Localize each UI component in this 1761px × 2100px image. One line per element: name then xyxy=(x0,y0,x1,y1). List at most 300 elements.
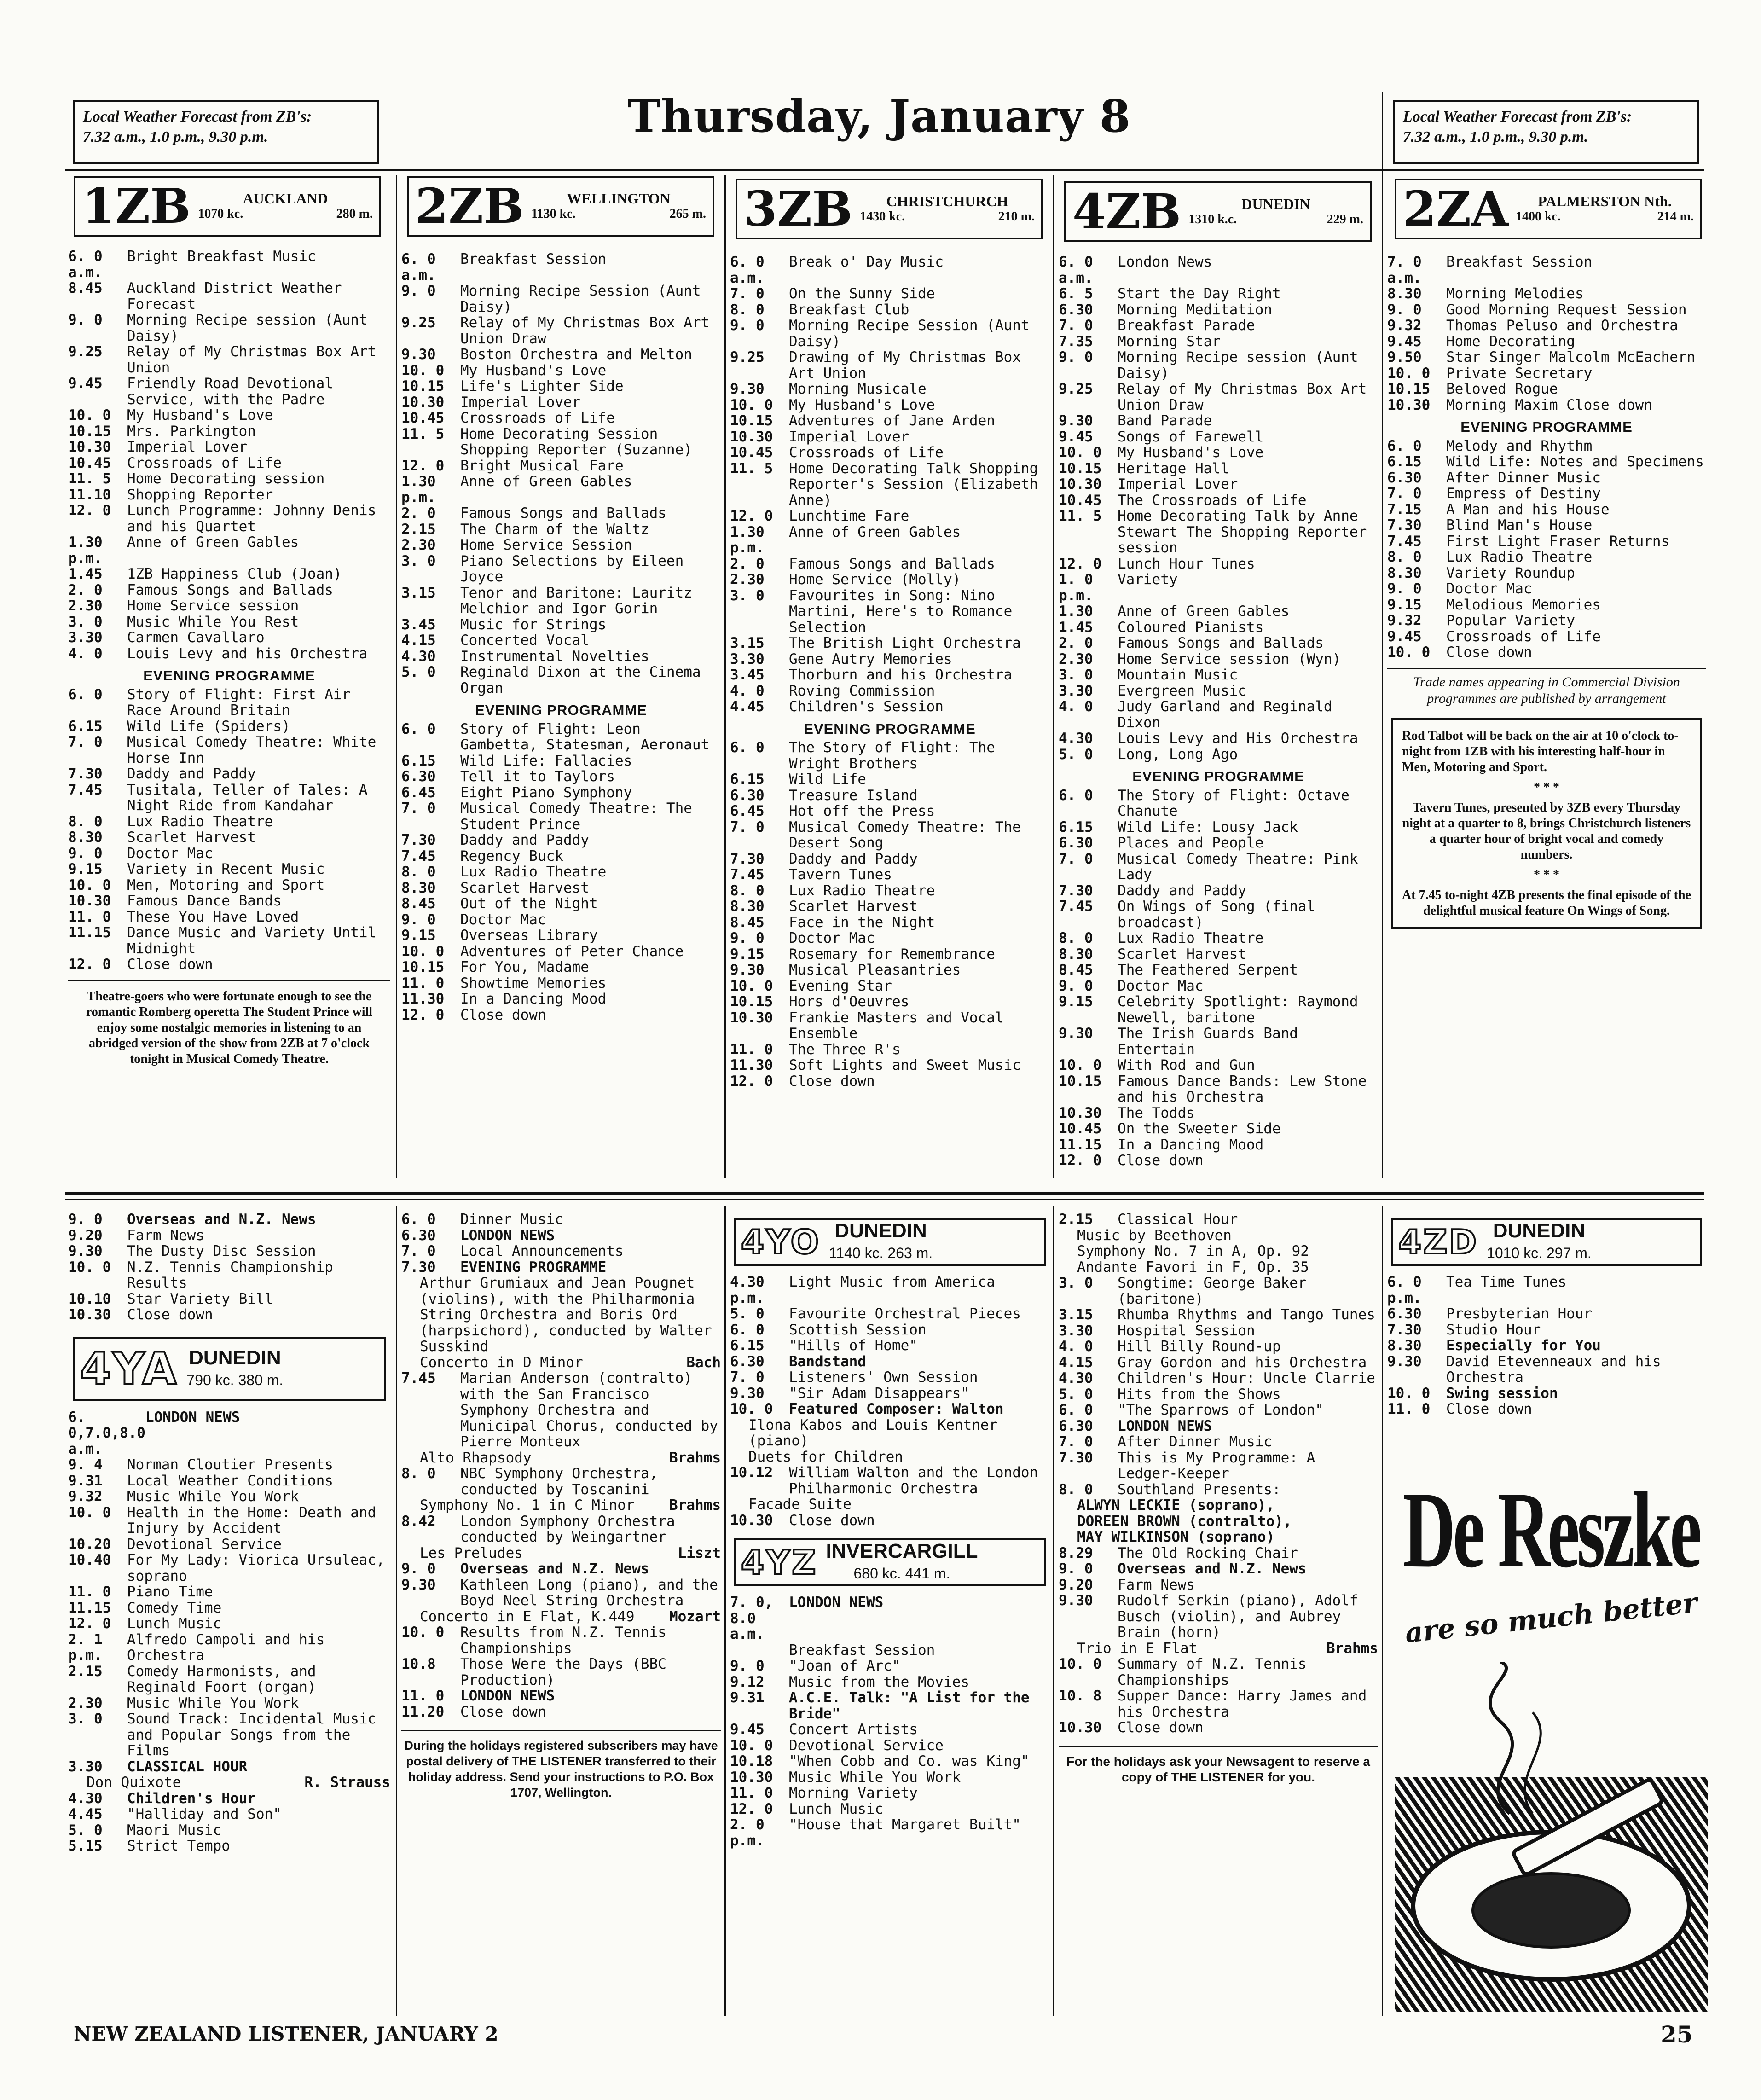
item-time: 9.15 xyxy=(1387,596,1422,613)
item-time: 9.45 xyxy=(1387,333,1422,350)
station-city: DUNEDIN xyxy=(189,1346,281,1369)
item-time: 9. 0 xyxy=(1387,580,1422,597)
item-time: 11.20 xyxy=(401,1703,445,1720)
item-time: 5. 0 xyxy=(401,664,436,680)
list-item xyxy=(1387,597,1706,613)
item-time: 1.30 p.m. xyxy=(401,473,436,506)
item-title: Judy Garland and Reginald Dixon xyxy=(1118,698,1332,731)
item-time: 10. 0 xyxy=(1387,1385,1431,1402)
item-title: Maori Music xyxy=(127,1822,222,1839)
list-item xyxy=(1059,731,1378,747)
list-item xyxy=(68,614,390,630)
item-time: 9. 0 xyxy=(68,312,103,328)
list-item xyxy=(1059,349,1378,381)
item-title: Melody and Rhythm xyxy=(1446,437,1593,454)
item-time: 12. 0 xyxy=(730,1800,773,1817)
item-time: 3.15 xyxy=(1059,1306,1093,1323)
schedule-3zb xyxy=(730,254,1049,1089)
item-time: 9. 0 xyxy=(68,1211,103,1228)
section-rule xyxy=(65,1192,1704,1195)
evening-heading: EVENING PROGRAMME xyxy=(804,720,976,737)
list-evening xyxy=(1059,788,1378,1169)
item-title: My Husband's Love xyxy=(789,396,935,413)
item-title: Friendly Road Devotional Service, with the Padre xyxy=(127,375,333,408)
column-divider xyxy=(1382,1206,1383,2016)
list-item xyxy=(1387,1306,1706,1322)
de-reszke-ad xyxy=(1395,1464,1708,2012)
item-time: 4.30 xyxy=(68,1790,103,1807)
item-time: 10.45 xyxy=(730,444,773,461)
list-item xyxy=(730,302,1049,318)
list-day xyxy=(401,251,721,696)
item-title: Home Decorating xyxy=(1446,333,1575,350)
item-time: 3. 0 xyxy=(1059,667,1093,683)
item-title: My Husband's Love xyxy=(1118,444,1264,461)
item-title: "Sir Adam Disappears" xyxy=(789,1385,969,1402)
list-item xyxy=(401,251,721,283)
station-freq: 1010 kc. 297 m. xyxy=(1487,1245,1592,1261)
item-title: Hospital Session xyxy=(1118,1322,1255,1339)
item-time: 8. 0 xyxy=(1387,549,1422,565)
item-time: 10. 0 xyxy=(68,1504,111,1521)
item-title: Private Secretary xyxy=(1446,365,1593,382)
performer-text: Arthur Grumiaux and Jean Pougnet (violins), with the Philharmonia String Orchestra and Boris Ord (harpsichord), conducted by Walter Susskind xyxy=(420,1275,712,1355)
item-time: 10.30 xyxy=(730,1512,773,1529)
item-title: Famous Songs and Ballads xyxy=(460,505,666,522)
item-title: Local Announcements xyxy=(460,1243,624,1259)
item-title: Daddy and Paddy xyxy=(789,850,918,867)
item-title: Home Service session (Wyn) xyxy=(1118,650,1341,667)
list-item xyxy=(730,461,1049,509)
item-time: 9.25 xyxy=(730,349,765,365)
item-time: 11. 5 xyxy=(1059,508,1102,524)
item-title: This is My Programme: A Ledger-Keeper xyxy=(1118,1449,1315,1482)
list-item xyxy=(1387,1338,1706,1354)
item-time: 9. 0 xyxy=(730,1658,765,1674)
sub-line: Andante Favori in F, Op. 35 xyxy=(1077,1259,1309,1276)
item-time: 9.15 xyxy=(730,946,765,963)
item-title: "Halliday and Son" xyxy=(127,1806,282,1822)
list-item xyxy=(68,1584,390,1600)
item-time: 7.30 xyxy=(1387,517,1422,534)
list-item xyxy=(68,830,390,846)
item-title: Relay of My Christmas Box Art Union xyxy=(127,343,377,376)
item-title: Drawing of My Christmas Box Art Union xyxy=(789,349,1021,382)
item-title: Those Were the Days (BBC Production) xyxy=(460,1656,666,1688)
item-title: Anne of Green Gables xyxy=(127,534,299,551)
item-time: 6. 0 a.m. xyxy=(68,248,103,281)
item-time: 10.30 xyxy=(730,1769,773,1786)
list-item xyxy=(68,376,390,407)
item-time: 9.32 xyxy=(1387,612,1422,629)
list-item xyxy=(1059,667,1378,683)
item-title: Coloured Pianists xyxy=(1118,619,1264,636)
list-item xyxy=(68,1552,390,1584)
list-item xyxy=(730,883,1049,899)
evening-heading: EVENING PROGRAMME xyxy=(1132,768,1304,784)
item-title: Local Weather Conditions xyxy=(127,1472,333,1489)
work-title: Don Quixote xyxy=(87,1774,181,1791)
list-item xyxy=(401,912,721,928)
station-call: 4YZ xyxy=(741,1543,818,1582)
list-item xyxy=(730,994,1049,1010)
item-time: 9. 0 xyxy=(401,1560,436,1577)
item-title: Favourite Orchestral Pieces xyxy=(789,1305,1021,1322)
list-item xyxy=(68,1307,390,1323)
item-time: 10. 0 xyxy=(1059,1656,1102,1672)
item-time: 2.30 xyxy=(401,537,436,553)
item-title: Showtime Memories xyxy=(460,975,607,992)
item-title: Music While You Rest xyxy=(127,613,299,630)
list-item xyxy=(68,598,390,614)
item-time: 10. 0 xyxy=(68,876,111,893)
item-time: 9.12 xyxy=(730,1673,765,1690)
item-title: The Dusty Disc Session xyxy=(127,1243,316,1259)
item-time: 8.42 xyxy=(401,1513,436,1530)
list-item xyxy=(401,649,721,665)
item-title: Breakfast Club xyxy=(789,301,909,318)
item-title: Imperial Lover xyxy=(789,428,909,445)
list-item xyxy=(730,397,1049,413)
item-title: Louis Levy and his Orchestra xyxy=(127,645,368,662)
list-item xyxy=(401,617,721,633)
item-title: Music from the Movies xyxy=(789,1673,969,1690)
divider xyxy=(68,980,390,981)
item-time: 10.30 xyxy=(1059,1104,1102,1121)
list-item xyxy=(1387,517,1706,534)
item-title: Breakfast Session xyxy=(460,251,607,267)
list-item xyxy=(730,1690,1049,1722)
list-item xyxy=(68,782,390,814)
item-title: Life's Lighter Side xyxy=(460,378,624,394)
item-title: NBC Symphony Orchestra, conducted by Toscanini xyxy=(460,1465,658,1498)
item-title: Close down xyxy=(1446,644,1532,661)
item-title: The Irish Guards Band Entertain xyxy=(1118,1025,1298,1058)
item-title: Morning Maxim Close down xyxy=(1446,396,1652,413)
list-item xyxy=(730,1785,1049,1801)
item-title: After Dinner Music xyxy=(1118,1433,1272,1450)
item-time: 1.30 xyxy=(1059,603,1093,620)
item-title: Morning Recipe session (Aunt Daisy) xyxy=(127,312,368,344)
station-logo-4zb xyxy=(1064,181,1372,242)
list-item xyxy=(1387,534,1706,550)
item-time: 9. 0 xyxy=(68,845,103,862)
list-item xyxy=(730,1401,1049,1417)
item-time: 6. 0 xyxy=(730,739,765,756)
item-title: Music While You Work xyxy=(789,1769,961,1786)
item-title: EVENING PROGRAMME xyxy=(460,1259,607,1276)
list-item xyxy=(1059,1307,1378,1323)
list-item xyxy=(1387,254,1706,286)
list-item xyxy=(401,347,721,363)
item-time: 11.15 xyxy=(68,924,111,941)
list-item xyxy=(401,505,721,522)
item-time: 11.10 xyxy=(68,486,111,503)
item-time: 11.15 xyxy=(68,1599,111,1616)
list-item xyxy=(68,312,390,344)
list-item xyxy=(68,1243,390,1259)
performer-text: Ilona Kabos and Louis Kentner (piano) xyxy=(748,1416,998,1449)
list-item xyxy=(1059,286,1378,302)
item-title: Close down xyxy=(460,1006,546,1023)
item-title: With Rod and Gun xyxy=(1118,1057,1255,1073)
list-item xyxy=(730,588,1049,636)
item-time: 12. 0 xyxy=(1059,555,1102,572)
item-time: 7. 0, 8.0 a.m. xyxy=(730,1594,773,1642)
item-title: Morning Star xyxy=(1118,333,1221,350)
item-title: Morning Meditation xyxy=(1118,301,1272,318)
item-time: 9.31 xyxy=(68,1472,103,1489)
list-item xyxy=(1387,365,1706,382)
item-time: 9.20 xyxy=(1059,1576,1093,1593)
item-title: Tavern Tunes xyxy=(789,866,892,883)
item-title: The Three R's xyxy=(789,1041,901,1058)
item-time: 9.30 xyxy=(1059,1592,1093,1609)
item-title: Devotional Service xyxy=(789,1737,944,1754)
list-item xyxy=(1059,1212,1378,1228)
list-item xyxy=(401,1624,721,1656)
list-item xyxy=(1387,397,1706,413)
work-line xyxy=(401,1545,721,1561)
list-evening xyxy=(68,687,390,973)
item-title: Good Morning Request Session xyxy=(1446,301,1687,318)
newsagent-note: For the holidays ask your Newsagent to reserve a copy of THE LISTENER for you. xyxy=(1066,1754,1370,1784)
list-evening xyxy=(401,1212,721,1275)
item-time: 7. 0 xyxy=(1059,850,1093,867)
list-day xyxy=(1387,254,1706,413)
item-title: Children's Hour xyxy=(127,1790,256,1807)
item-title: Overseas and N.Z. News xyxy=(1118,1560,1307,1577)
station-city: PALMERSTON Nth. xyxy=(1538,193,1672,209)
list-item xyxy=(68,439,390,455)
item-title: First Light Fraser Returns xyxy=(1446,533,1670,550)
list-item xyxy=(730,381,1049,397)
list-item xyxy=(1387,1386,1706,1402)
item-title: Bright Breakfast Music xyxy=(127,248,316,265)
list-item xyxy=(1059,1137,1378,1153)
sub-line: Symphony No. 7 in A, Op. 92 xyxy=(1077,1243,1309,1259)
item-time: 10.45 xyxy=(68,454,111,471)
weather-line-2: 7.32 a.m., 1.0 p.m., 9.30 p.m. xyxy=(83,128,268,145)
item-time: 10.15 xyxy=(730,993,773,1010)
item-time: 8.45 xyxy=(1059,962,1093,978)
item-time: 1.30 p.m. xyxy=(68,534,103,567)
list-item xyxy=(1387,318,1706,334)
list-item xyxy=(68,957,390,973)
item-time: 4. 0 xyxy=(1059,698,1093,715)
singer-1: ALWYN LECKIE (soprano), xyxy=(1077,1497,1275,1514)
item-title: Children's Session xyxy=(789,698,944,715)
item-time: 10. 0 xyxy=(730,396,773,413)
item-time: 10.15 xyxy=(401,959,445,975)
item-title: Health in the Home: Death and Injury by Accident xyxy=(127,1504,377,1537)
item-title: Long, Long Ago xyxy=(1118,746,1238,763)
list-item xyxy=(1059,930,1378,946)
item-title: Celebrity Spotlight: Raymond Newell, baritone xyxy=(1118,993,1358,1026)
item-time: 2.30 xyxy=(1059,650,1093,667)
list-item xyxy=(730,429,1049,445)
station-logo-4yo xyxy=(734,1218,1046,1266)
list-item xyxy=(1059,835,1378,851)
station-kc: 1310 k.c. xyxy=(1188,212,1237,226)
item-title: Doctor Mac xyxy=(460,911,546,928)
list-item xyxy=(730,1753,1049,1769)
list-item xyxy=(1059,747,1378,763)
item-time: 5. 0 xyxy=(730,1305,765,1322)
item-title: Comedy Time xyxy=(127,1599,222,1616)
item-title: Lux Radio Theatre xyxy=(460,864,607,880)
list-item xyxy=(730,572,1049,588)
item-time: 1. 0 p.m. xyxy=(1059,571,1093,604)
item-title: The Crossroads of Life xyxy=(1118,492,1307,509)
item-time: 10. 0 xyxy=(68,407,111,423)
list-item xyxy=(730,1354,1049,1370)
list-item xyxy=(730,819,1049,851)
trade-note: Trade names appearing in Commercial Division programmes are published by arrangement xyxy=(1413,674,1680,706)
item-title: Imperial Lover xyxy=(460,394,581,411)
list-item xyxy=(401,944,721,960)
list-item xyxy=(1059,1450,1378,1482)
item-time: 6. 0 a.m. xyxy=(401,251,436,284)
list-item xyxy=(1059,1482,1378,1498)
item-title: Adventures of Peter Chance xyxy=(460,943,684,960)
list-item xyxy=(730,788,1049,804)
item-title: Shopping Reporter xyxy=(127,486,273,503)
item-time: 9. 0 xyxy=(1059,977,1093,994)
item-title: Dance Music and Variety Until Midnight xyxy=(127,924,377,957)
item-time: 3.30 xyxy=(1059,682,1093,699)
station-logo-1zb xyxy=(74,176,381,237)
item-time: 9.32 xyxy=(1387,317,1422,334)
station-kc: 1400 kc. xyxy=(1515,209,1561,224)
item-time: 9. 0 xyxy=(401,911,436,928)
item-time: 10. 0 xyxy=(1059,444,1102,461)
item-title: LONDON NEWS xyxy=(145,1409,240,1426)
list-item xyxy=(68,1457,390,1473)
item-title: Variety xyxy=(1118,571,1178,588)
item-title: Close down xyxy=(1446,1401,1532,1417)
item-time: 6. 0 xyxy=(68,686,103,703)
item-time: 2. 0 xyxy=(1059,635,1093,651)
item-time: 9.25 xyxy=(1059,381,1093,397)
list-item xyxy=(730,962,1049,978)
list-item xyxy=(1059,683,1378,699)
list-item xyxy=(68,249,390,280)
item-title: Musical Comedy Theatre: The Desert Song xyxy=(789,818,1021,851)
list-item xyxy=(401,896,721,912)
item-title: Close down xyxy=(127,956,213,973)
item-title: On the Sunny Side xyxy=(789,285,935,302)
item-title: "When Cobb and Co. was King" xyxy=(789,1753,1030,1769)
item-title: Thomas Peluso and Orchestra xyxy=(1446,317,1678,334)
item-title: Rhumba Rhythms and Tango Tunes xyxy=(1118,1306,1375,1323)
list-4ya xyxy=(68,1410,390,1775)
station-kc: 1070 kc. xyxy=(198,207,243,221)
work-line xyxy=(1059,1641,1378,1657)
list-item xyxy=(730,254,1049,286)
item-time: 10.10 xyxy=(68,1290,111,1307)
item-time: 11. 5 xyxy=(730,460,773,477)
item-title: On Wings of Song (final broadcast) xyxy=(1118,898,1315,931)
page-number: 25 xyxy=(1661,2021,1693,2048)
item-title: LONDON NEWS xyxy=(460,1227,555,1244)
list-item xyxy=(1059,1386,1378,1403)
work-title: Duets for Children xyxy=(748,1448,903,1465)
list-item xyxy=(68,630,390,646)
column-divider xyxy=(396,1206,397,2016)
item-time: 1.30 p.m. xyxy=(730,523,765,556)
list-item xyxy=(1059,508,1378,556)
item-title: Music While You Work xyxy=(127,1488,299,1505)
list-4yo xyxy=(730,1274,1049,1417)
item-title: The Todds xyxy=(1118,1104,1195,1121)
list-item xyxy=(68,646,390,662)
item-title: Tenor and Baritone: Lauritz Melchior and Igor Gorin xyxy=(460,584,692,617)
list-item xyxy=(401,315,721,347)
list-item xyxy=(1059,1561,1378,1577)
item-time: 7. 0 xyxy=(68,734,103,750)
item-title: Relay of My Christmas Box Art Union Draw xyxy=(460,314,710,347)
station-city: DUNEDIN xyxy=(1241,196,1310,212)
item-time: 11. 0 xyxy=(401,975,445,992)
item-time: 4.30 p.m. xyxy=(730,1274,765,1306)
item-time: 10. 0 xyxy=(1387,644,1431,661)
item-time: 9.30 xyxy=(1387,1353,1422,1370)
list-item xyxy=(1059,962,1378,978)
item-title: Out of the Night xyxy=(460,895,598,912)
item-title: The Story of Flight: Octave Chanute xyxy=(1118,787,1350,819)
item-time: 10.45 xyxy=(1059,1120,1102,1137)
item-time: 11. 0 xyxy=(68,1584,111,1600)
lower-col-4 xyxy=(1059,1212,1378,1785)
item-time: 2.30 xyxy=(730,571,765,588)
list-item xyxy=(730,667,1049,683)
item-time: 2. 0 xyxy=(730,555,765,572)
item-time: 9.30 xyxy=(730,962,765,978)
item-time: 6.30 xyxy=(401,768,436,785)
list-late xyxy=(68,1212,390,1323)
item-title: Lunch Music xyxy=(127,1615,222,1632)
item-time: 9.30 xyxy=(730,381,765,397)
item-time: 10. 0 xyxy=(401,1624,445,1641)
item-time: 4. 0 xyxy=(68,645,103,662)
item-title: Story of Flight: First Air Race Around Britain xyxy=(127,686,351,719)
item-time: 6.15 xyxy=(730,1337,765,1354)
item-time: 9. 0 xyxy=(401,283,436,299)
item-time: 9. 0 xyxy=(1059,1560,1093,1577)
list-item xyxy=(68,280,390,312)
list-item xyxy=(1059,978,1378,994)
item-title: Home Service session xyxy=(127,598,299,614)
station-freq: 790 kc. 380 m. xyxy=(186,1371,284,1388)
item-title: A Man and his House xyxy=(1446,501,1610,518)
item-time: 2. 0 xyxy=(401,505,436,522)
item-title: N.Z. Tennis Championship Results xyxy=(127,1259,333,1291)
item-time: 11. 0 xyxy=(1387,1401,1431,1417)
station-kc: 1130 kc. xyxy=(531,207,576,221)
list-item xyxy=(401,1228,721,1244)
list-item xyxy=(730,803,1049,819)
list-item xyxy=(1387,334,1706,350)
item-time: 6. 0 xyxy=(401,1211,436,1228)
item-title: Music for Strings xyxy=(460,616,607,633)
work-composer: Brahms xyxy=(669,1497,721,1514)
list-item xyxy=(1387,486,1706,502)
item-time: 3.30 xyxy=(1059,1322,1093,1339)
item-time: 2.30 xyxy=(68,598,103,614)
item-time: 10.30 xyxy=(68,439,111,455)
item-title: Norman Cloutier Presents xyxy=(127,1456,333,1473)
